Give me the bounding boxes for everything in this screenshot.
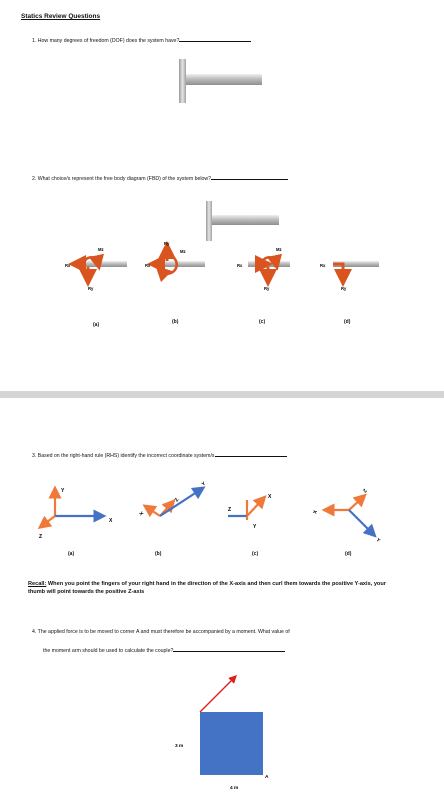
page-1 — [0, 0, 444, 391]
coord-label-d: (d) — [345, 551, 352, 557]
question-4-line-2 — [43, 648, 285, 654]
width-label: 4 m — [230, 786, 239, 791]
beam — [85, 261, 127, 267]
mz-label: Mz — [276, 247, 282, 252]
ry-label: Ry — [164, 241, 170, 246]
ry-label: Ry — [264, 286, 270, 291]
document-title: Statics Review Questions — [21, 13, 101, 20]
answer-blank-4[interactable] — [173, 651, 285, 652]
rx-label: Rx — [65, 263, 71, 268]
axis-label: Z — [173, 497, 181, 504]
axis-label: Z — [228, 507, 232, 513]
question-3 — [32, 453, 287, 459]
answer-blank-3[interactable] — [215, 456, 287, 457]
fbd-label-c: (c) — [259, 319, 266, 325]
fbd-label-b: (b) — [172, 319, 179, 325]
ry-label: Ry — [341, 286, 347, 291]
coord-system-a[interactable] — [39, 488, 113, 540]
mz-label: Mz — [180, 249, 186, 254]
blue-square — [200, 712, 263, 775]
beam — [212, 215, 279, 225]
beam — [186, 74, 262, 85]
coord-label-a: (a) — [68, 551, 75, 557]
rx-label: Rx — [145, 263, 151, 268]
fbd-label-d: (d) — [344, 319, 351, 325]
mz-label: Mz — [98, 247, 104, 252]
page-2 — [0, 398, 444, 805]
axis-label: Z — [362, 488, 369, 495]
coordinate-systems — [0, 478, 444, 558]
fbd-option-a[interactable] — [65, 247, 127, 291]
beam — [163, 261, 205, 267]
axis-label: Z — [39, 534, 43, 540]
corner-a-label: A — [265, 775, 269, 780]
answer-blank-2[interactable] — [211, 179, 288, 180]
recall-text: When you point the fingers of your right hand in the direction of the X-axis and then curl them towards the positive Y-axis, your thumb will point towards the positive Z-axis — [28, 581, 386, 595]
question-2 — [32, 176, 288, 182]
axis-label: X — [268, 494, 272, 500]
recall-note — [28, 580, 398, 596]
rx-label: Rx — [237, 263, 243, 268]
axis-label: Y — [200, 480, 207, 488]
ry-label: Ry — [88, 286, 94, 291]
wall-support — [206, 201, 212, 241]
fbd-option-d[interactable] — [320, 261, 379, 291]
cantilever-diagram-q1 — [175, 56, 265, 106]
fbd-label-a: (a) — [93, 322, 100, 328]
coord-label-c: (c) — [252, 551, 259, 557]
coord-system-c[interactable] — [228, 494, 272, 530]
axis-label: X — [109, 518, 113, 524]
coord-system-d[interactable] — [312, 488, 381, 544]
question-1 — [32, 38, 251, 44]
force-square-diagram — [170, 672, 280, 797]
axis-label: Y — [374, 537, 382, 544]
beam — [248, 261, 290, 267]
fbd-option-b[interactable] — [145, 241, 205, 274]
question-4-text: the moment arm should be used to calculate the couple? — [43, 648, 174, 654]
axis-label: Y — [253, 524, 257, 530]
question-4-line-1: 4. The applied force is to be moved to corner A and must therefore be accompanied by a moment. What value of — [32, 629, 290, 635]
fbd-options — [0, 236, 444, 328]
question-2-text: 2. What choice/s represent the free body diagram (FBD) of the system below? — [32, 176, 212, 182]
answer-blank-1[interactable] — [179, 41, 251, 42]
coord-system-b[interactable] — [137, 480, 207, 517]
axis-label: X — [137, 510, 145, 517]
axis-label: X — [312, 509, 320, 515]
question-3-text: 3. Based on the right-hand rule (RHS) identify the incorrect coordinate system/s — [32, 453, 215, 459]
wall-support — [179, 59, 186, 103]
axis-label: Y — [61, 488, 65, 494]
question-1-text: 1. How many degrees of freedom (DOF) does the system have? — [32, 38, 180, 44]
rx-label: Rx — [320, 263, 326, 268]
recall-label: Recall: — [28, 581, 47, 587]
height-label: 3 m — [175, 744, 184, 749]
applied-force-arrow — [200, 678, 234, 712]
fbd-option-c[interactable] — [237, 247, 290, 291]
coord-label-b: (b) — [155, 551, 162, 557]
